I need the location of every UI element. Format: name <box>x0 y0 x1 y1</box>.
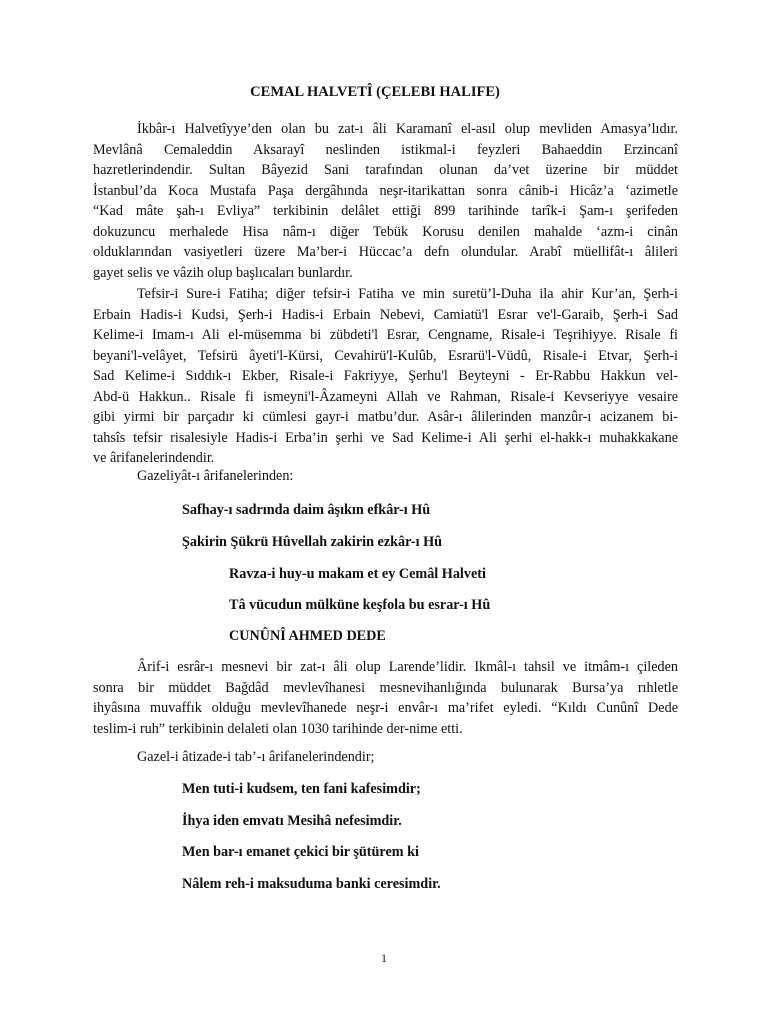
text-line: gibi yirmi bir parçadır ki cümlesi gayr-i matbu’dur. Asâr-ı âlilerinden manzûr-ı acizanem bi- <box>93 409 678 425</box>
verse-line: Nâlem reh-i maksuduma banki ceresimdir. <box>182 876 441 892</box>
paragraph-works <box>93 284 678 469</box>
text-line: ve ârifanelerindendir. <box>93 450 215 466</box>
text-line: teslim-i ruh” terkibinin delaleti olan 1030 tarihinde der-nime etti. <box>93 720 463 737</box>
verse-line: Tâ vücudun mülküne keşfola bu esrar-ı Hû <box>229 597 491 613</box>
gazel-intro: Gazeliyât-ı ârifanelerinden: <box>137 468 294 484</box>
text-line: “Kad mâte şah-ı Evliya” terkibinin delâlet ettiği 899 tarihinde tarîk-i Şam-ı şerifeden <box>93 203 678 219</box>
text-line: Tefsir-i Sure-i Fatiha; diğer tefsir-i Fatiha ve min suretü’l-Duha ila ahir Kur’an, Şerh-i <box>137 286 678 302</box>
paragraph-cununi <box>93 657 678 739</box>
section-heading: CUNÛNÎ AHMED DEDE <box>229 628 386 644</box>
text-line: hazretlerindendir. Sultan Bâyezid Sani tarafından olunan da’vet üzerine bir müddet <box>93 162 678 178</box>
text-line: İkbâr-ı Halvetîyye’den olan bu zat-ı âli Karamanî el-asıl olup mevliden Amasya’lıdır. <box>137 121 678 137</box>
text-line: tahsîs tefsir risalesiyle Hadis-i Erba’in şerhi ve Sad Kelime-i Ali şerhi el-hakk-ı muhakkakane <box>93 429 678 446</box>
verse-line: Men bar-ı emanet çekici bir şütürem ki <box>182 844 419 860</box>
verse-line: Ravza-i huy-u makam et ey Cemâl Halveti <box>229 566 486 582</box>
text-line: Ârif-i esrâr-ı mesnevi bir zat-ı âli olup Larende’lidir. Ikmâl-ı tahsil ve itmâm-ı çileden <box>137 659 678 675</box>
page-number: 1 <box>381 951 387 965</box>
text-line: sonra bir müddet Bağdâd mevlevîhanesi mesnevihanlığında bulunarak Bursa’ya rıhletle <box>93 679 678 696</box>
text-line: Sad Kelime-i Sıddık-ı Ekber, Risale-i Fakriyye, Şerhu'l Beyteyni - Er-Rabbu Hakkun vel- <box>93 368 678 384</box>
text-line: beyani'l-velâyet, Tefsirü âyeti'l-Kürsi, Cevahirü'l-Kulûb, Esrarü'l-Vüdû, Risale-i Etvar, Şerh-i <box>93 347 678 364</box>
text-line: İstanbul’da Koca Mustafa Paşa dergâhında neşr-itarikattan sonra cânib-i Hicâz’a ‘azimetle <box>93 182 678 199</box>
verse-line: Şakirin Şükrü Hûvellah zakirin ezkâr-ı Hû <box>182 534 443 550</box>
text-line: Erbain Hadis-i Kudsi, Şerh-i Hadis-i Erbain Nebevi, Camiatü'l Esrar ve'l-Garaib, Şerh-i Sad <box>93 306 678 323</box>
verse-line: İhya iden emvatı Mesihâ nefesimdir. <box>182 813 402 829</box>
gazel-intro: Gazel-i âtizade-i tab’-ı ârifanelerindendir; <box>137 749 375 765</box>
text-line: Abd-ü Hakkun.. Risale fi ismeyni'l-Âzameyni Allah ve Rahman, Risale-i Kevseriyye vesaire <box>93 388 678 405</box>
verse-line: Safhay-ı sadrında daim âşıkın efkâr-ı Hû <box>182 502 431 518</box>
text-line: Kelime-i Imam-ı Ali el-müsemma bi zübdeti'l Esrar, Cengname, Risale-i Teşrihiyye. Risale fi <box>93 327 678 343</box>
text-line: ihyâsına muvaffık olduğu mevlevîhanede neşr-i envâr-ı ma’rifet eyledi. “Kıldı Cunûnî Dede <box>93 700 678 716</box>
text-line: Mevlânâ Cemaleddin Aksarayî neslinden istikmal-i feyzleri Bahaeddin Erzincanî <box>93 141 678 158</box>
text-line: gayet selis ve vâzih olup başlıcaları bunlardır. <box>93 264 353 281</box>
text-line: dokuzuncu merhalede Hisa nâm-ı diğer Tebük Korusu denilen mahalde ‘azm-i cinân <box>93 223 678 240</box>
section-title: CEMAL HALVETÎ (ÇELEBI HALIFE) <box>250 84 500 100</box>
text-line: olduklarından vasiyetleri üzere Ma’ber-i Hüccac’a defn olundular. Arabî müellifât-ı âlileri <box>93 244 678 260</box>
paragraph-biography <box>93 119 678 283</box>
verse-line: Men tuti-i kudsem, ten fani kafesimdir; <box>182 781 421 797</box>
